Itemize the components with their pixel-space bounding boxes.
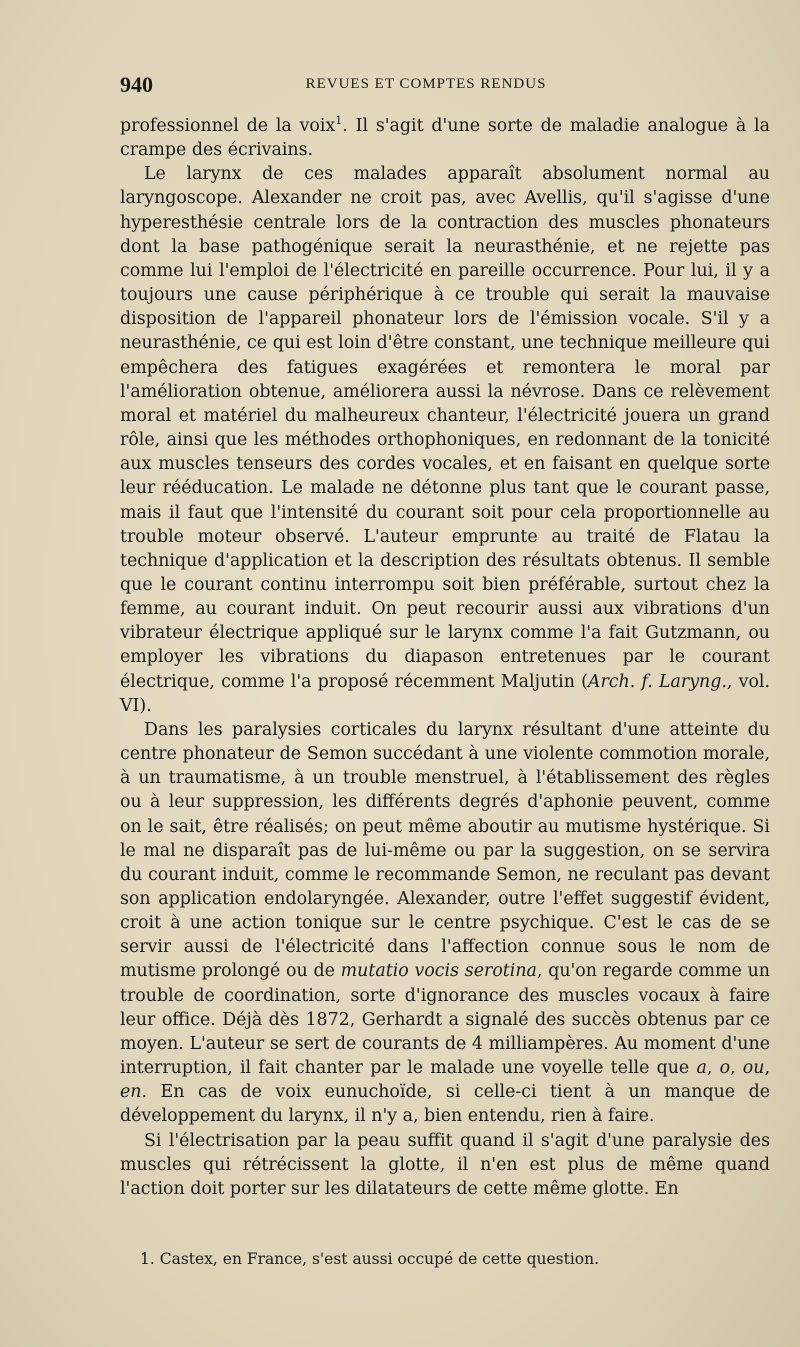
vowel-ou: ou bbox=[742, 1058, 765, 1079]
paragraph-1: professionnel de la voix$^1$. Il s'agit d'une sorte de maladie analogue à la crampe des écrivains. bbox=[120, 114, 770, 161]
running-head: REVUES ET COMPTES RENDUS bbox=[305, 76, 547, 92]
vowel-a: a bbox=[696, 1058, 707, 1079]
footnote: 1. Castex, en France, s'est aussi occupé de cette question. bbox=[140, 1250, 600, 1268]
paragraph-2: Le larynx de ces malades apparaît absolument normal au laryngoscope. Alexander ne croit pas, avec Avellis, qu'il s'agisse d'une hyperesthésie centrale lors de la contraction des muscles phonateurs dont la base pathogénique serait la neurasthénie, et ne rejette pas comme lui l'emploi de l'électricité en pareille occurrence. Pour lui, il y a toujours une cause périphérique à ce trouble qui serait la mauvaise disposition de l'appareil phonateur lors de l'émission vocale. S'il y a neurasthénie, ce qui est loin d'être constant, une technique meilleure qui empêchera des fatigues exagérées et remontera le moral par l'amélioration obtenue, améliorera aussi la névrose. Dans ce relèvement moral et matériel du malheureux chanteur, l'électricité jouera un grand rôle, ainsi que les méthodes orthophoniques, en redonnant de la tonicité aux muscles tenseurs des cordes vocales, et en faisant en quelque sorte leur rééducation. Le malade ne détonne plus tant que le courant passe, mais il faut que l'intensité du courant soit pour cela proportionnelle au trouble moteur observé. L'auteur emprunte au traité de Flatau la technique d'application et la description des résultats obtenus. Il semble que le courant continu interrompu soit bien préférable, surtout chez la femme, au courant induit. On peut recourir aussi aux vibrations d'un vibrateur électrique appliqué sur le larynx comme l'a fait Gutzmann, ou employer les vibrations du diapason entretenues par le courant électrique, comme l'a proposé récemment Maljutin (Arch. f. Laryng., vol. VI). bbox=[120, 164, 771, 716]
footnote-reference[interactable]: 1 bbox=[335, 114, 343, 128]
vowel-en: en bbox=[120, 1082, 142, 1103]
vowel-o: o bbox=[719, 1058, 731, 1079]
page-number: 940 bbox=[120, 72, 153, 97]
paragraph-4: Si l'électrisation par la peau suffit quand il s'agit d'une paralysie des muscles qui rétrécissent la glotte, il n'en est plus de même quand l'action doit porter sur les dilatateurs de cette même glotte. En bbox=[120, 1130, 770, 1199]
latin-term: mutatio vocis serotina bbox=[340, 961, 537, 982]
page-header bbox=[120, 72, 732, 100]
journal-citation: Arch. f. Laryng. bbox=[587, 671, 727, 692]
paragraph-3: Dans les paralysies corticales du larynx résultant d'une atteinte du centre phonateur de Semon succédant à une violente commotion morale, à un traumatisme, à un trouble menstruel, à l'établissement des règles ou à leur suppression, les différents degrés d'aphonie peuvent, comme on le sait, être réalisés; on peut même aboutir au mutisme hystérique. Si le mal ne disparaît pas de lui-même ou par la suggestion, on se servira du courant induit, comme le recommande Semon, ne reculant pas devant son application endolaryngée. Alexander, outre l'effet suggestif évident, croit à une action tonique sur le centre psychique. C'est le cas de se servir aussi de l'électricité dans l'affection connue sous le nom de mutisme prolongé ou de mutatio vocis serotina, qu'on regarde comme un trouble de coordination, sorte d'ignorance des muscles vocaux à faire leur office. Déjà dès 1872, Gerhardt a signalé des succès obtenus par ce moyen. L'auteur se sert de courants de 4 milliampères. Au moment d'une interruption, il fait chanter par le malade une voyelle telle que a, o, ou, en. En cas de voix eunuchoïde, si celle-ci tient à un manque de développement du larynx, il n'y a, bien entendu, rien à faire. bbox=[120, 719, 770, 1127]
body-text bbox=[120, 114, 770, 1201]
